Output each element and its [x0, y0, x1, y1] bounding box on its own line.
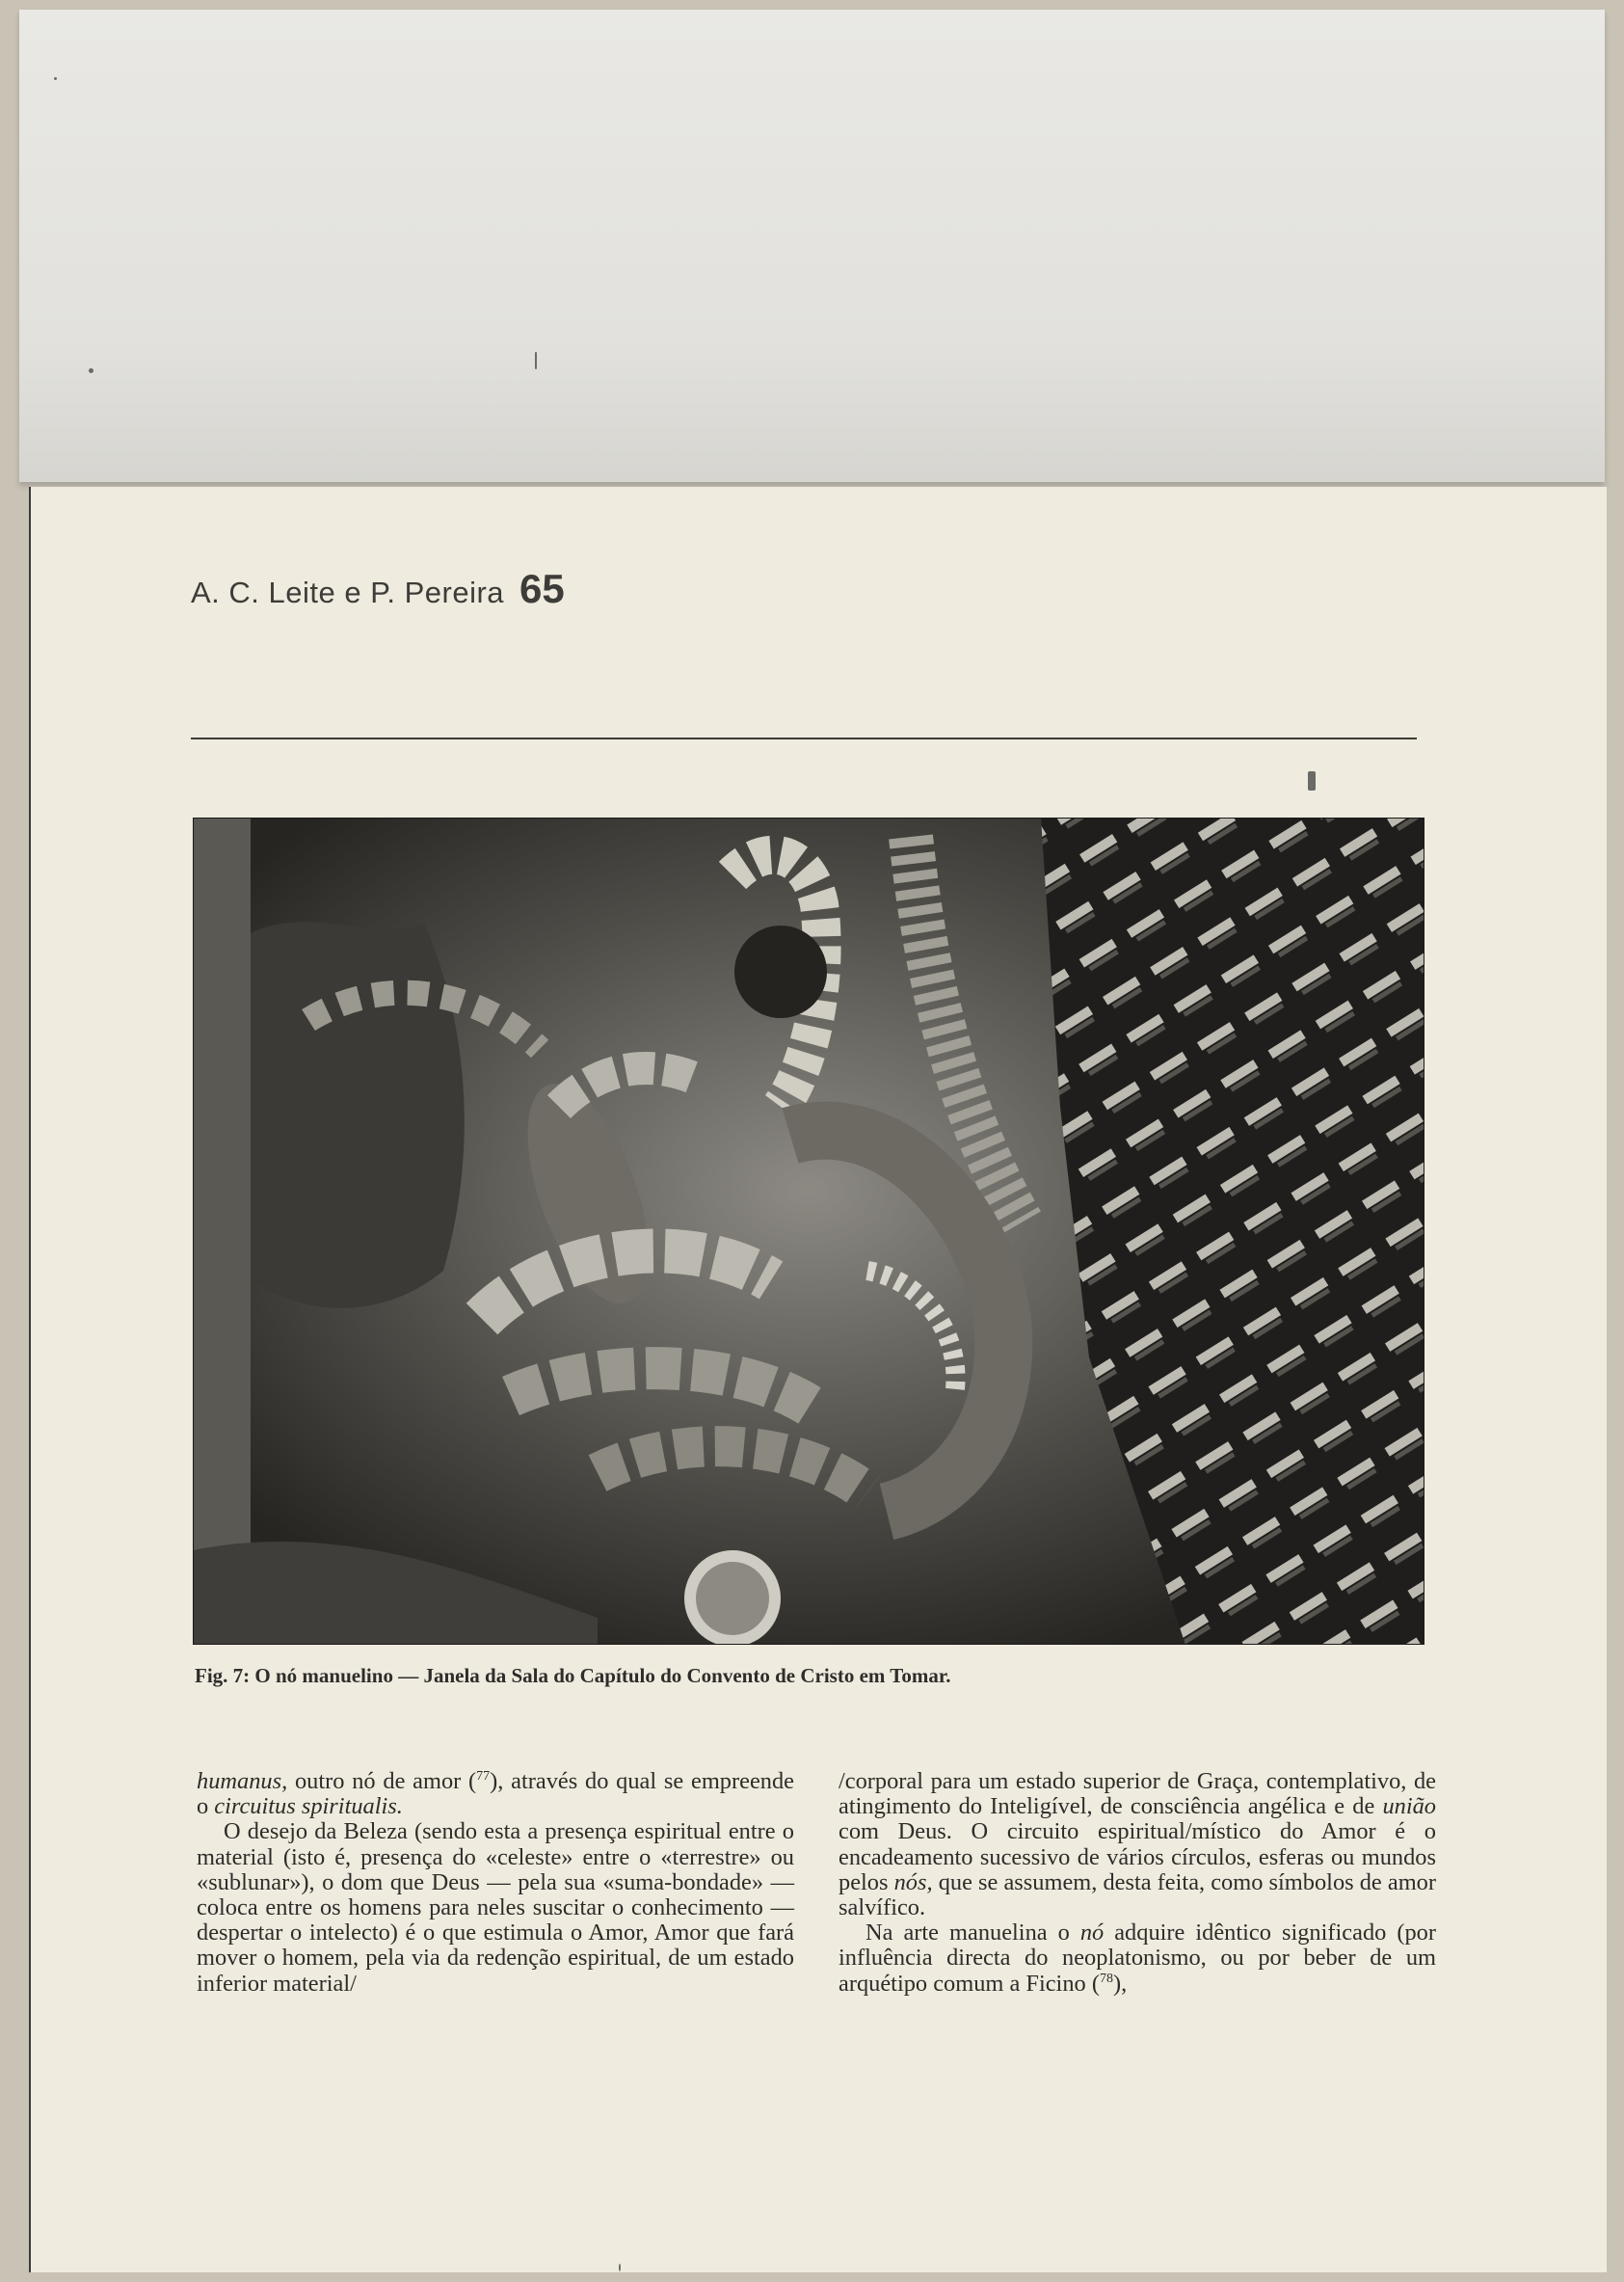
text-run: Na arte manuelina o [865, 1920, 1080, 1946]
dust-speck [54, 77, 57, 80]
paragraph [839, 1920, 1436, 1997]
paragraph [839, 1769, 1436, 1920]
italic-term: nós, [893, 1868, 933, 1895]
paragraph [197, 1769, 794, 1819]
text-column-right [839, 1769, 1436, 1997]
text-column-left [197, 1769, 794, 1997]
italic-term: nó [1079, 1920, 1105, 1946]
italic-term: circuitus spiritualis. [214, 1793, 403, 1820]
dust-speck [89, 368, 93, 373]
italic-term: união [1382, 1793, 1436, 1820]
figure-photo-manueline-knot [193, 818, 1424, 1645]
dust-speck [1308, 771, 1316, 791]
text-run: ), através do qual se empreende o [197, 1768, 794, 1820]
paragraph: O desejo da Beleza (sendo esta a presença espiritual entre o material (isto é, presença do «celeste» entre o «terrestre» ou «sublunar»), o dom que Deus — pela sua «suma-bondade» — coloca entre os homens para neles suscitar o conhecimento — despertar o intelecto) é o que estimula o Amor, Amor que fará mover o homem, pela via da redenção espiritual, de um estado inferior material/ [197, 1818, 794, 1997]
text-run: adquire idêntico significado (por influência directa do neoplatonismo, ou por beber de um arquétipo comum a Ficino ( [839, 1920, 1436, 1997]
author-names: A. C. Leite e P. Pereira [191, 576, 505, 609]
footnote-ref: 77 [476, 1768, 491, 1784]
text-run: ), [1112, 1970, 1128, 1997]
text-run: que se assumem, desta feita, como símbolos de amor salvífico. [839, 1868, 1436, 1921]
text-run: /corporal para um estado superior de Graça, contemplativo, de atingimento do Inteligível, de consciência angélica e de [839, 1768, 1436, 1820]
text-run: com Deus. O circuito espiritual/místico do Amor é o encadeamento sucessivo de vários círculos, esferas ou mundos pelos [839, 1818, 1436, 1895]
dust-speck [619, 2264, 621, 2271]
page-number: 65 [519, 566, 565, 611]
footnote-ref: 78 [1099, 1971, 1113, 1986]
figure-caption: Fig. 7: O nó manuelino — Janela da Sala do Capítulo do Convento de Cristo em Tomar. [195, 1664, 951, 1687]
overlapping-blank-sheet [19, 10, 1605, 482]
header-rule [191, 738, 1417, 739]
dust-speck [535, 352, 537, 369]
italic-term: humanus, [197, 1768, 288, 1794]
running-head [191, 566, 565, 612]
journal-page [29, 487, 1607, 2272]
text-run: outro nó de amor ( [287, 1768, 477, 1794]
